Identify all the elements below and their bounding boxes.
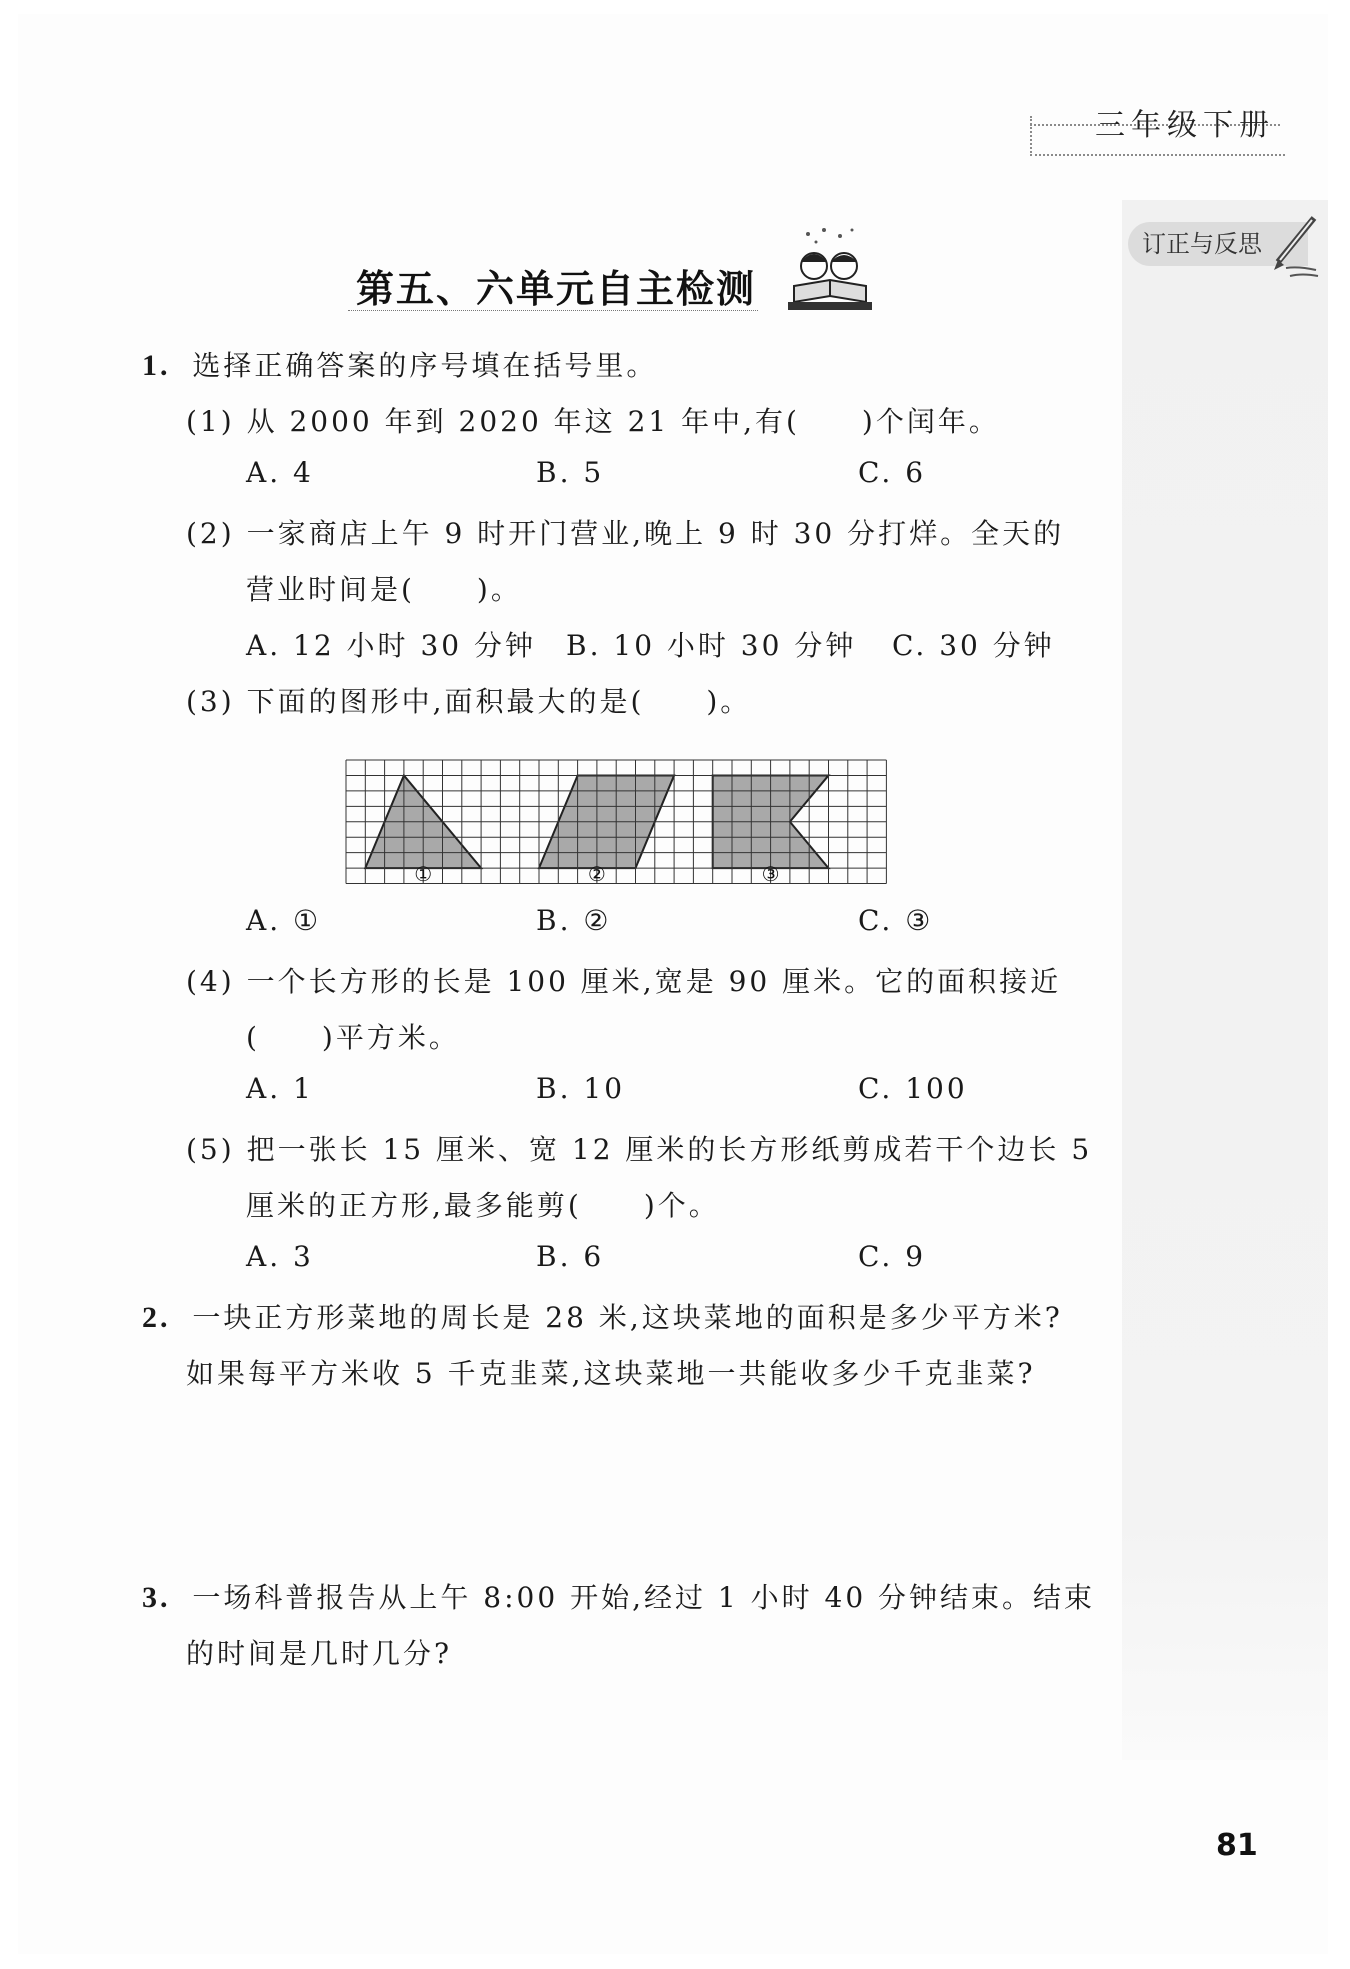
option-a: A. 4 <box>246 456 314 489</box>
option-a: A. 3 <box>246 1240 314 1273</box>
question-2 <box>142 1296 1063 1336</box>
subquestion-3: (3) 下面的图形中,面积最大的是( )。 <box>186 685 752 718</box>
title-underline <box>348 310 758 311</box>
subquestion-4-line1: (4) 一个长方形的长是 100 厘米,宽是 90 厘米。它的面积接近 <box>186 965 1062 998</box>
subquestion-1: (1) 从 2000 年到 2020 年这 21 年中,有( )个闰年。 <box>186 405 1000 438</box>
option-b: B. 10 <box>536 1072 626 1105</box>
subquestion-2-line2: 营业时间是( )。 <box>246 573 522 606</box>
option-c: C. 6 <box>858 456 927 489</box>
option-b: B. ② <box>536 904 612 937</box>
option-b: B. 6 <box>536 1240 605 1273</box>
option-c: C. ③ <box>858 904 934 937</box>
question-3 <box>142 1576 1095 1616</box>
option-c: C. 30 分钟 <box>892 629 1055 662</box>
grid-svg <box>342 754 890 890</box>
question-1 <box>142 344 657 384</box>
shape-3-label: ③ <box>761 862 780 887</box>
option-c: C. 100 <box>858 1072 968 1105</box>
option-b: B. 10 小时 30 分钟 <box>566 629 857 662</box>
page-number: 81 <box>1216 1828 1258 1863</box>
subquestion-5-line1: (5) 把一张长 15 厘米、宽 12 厘米的长方形纸剪成若干个边长 5 <box>186 1133 1093 1166</box>
page-title: 第五、六单元自主检测 <box>356 267 757 311</box>
option-a: A. 1 <box>246 1072 314 1105</box>
pencil-icon <box>1268 210 1324 280</box>
shape-2-label: ② <box>587 862 606 887</box>
option-a: A. 12 小时 30 分钟 <box>246 629 536 662</box>
option-a: A. ① <box>246 904 322 937</box>
question-3-line2: 的时间是几时几分? <box>186 1637 453 1670</box>
question-number: 3. <box>142 1581 171 1614</box>
option-b: B. 5 <box>536 456 605 489</box>
grade-label: 三年级下册 <box>1030 116 1285 156</box>
question-2-line1: 一块正方形菜地的周长是 28 米,这块菜地的面积是多少平方米? <box>192 1301 1063 1334</box>
question-number: 2. <box>142 1301 171 1334</box>
question-3-line1: 一场科普报告从上午 8:00 开始,经过 1 小时 40 分钟结束。结束 <box>192 1581 1096 1614</box>
correction-reflection-tab: 订正与反思 <box>1128 222 1308 266</box>
option-c: C. 9 <box>858 1240 927 1273</box>
subquestion-2-line1: (2) 一家商店上午 9 时开门营业,晚上 9 时 30 分打烊。全天的 <box>186 517 1065 550</box>
subquestion-5-line2: 厘米的正方形,最多能剪( )个。 <box>246 1189 720 1222</box>
shape-1-label: ① <box>414 862 433 887</box>
question-2-line2: 如果每平方米收 5 千克韭菜,这块菜地一共能收多少千克韭菜? <box>186 1357 1036 1390</box>
correction-margin-column <box>1122 200 1328 1760</box>
question-number: 1. <box>142 349 171 382</box>
shape-grid-figure <box>342 754 890 894</box>
question-stem: 选择正确答案的序号填在括号里。 <box>192 349 658 382</box>
subquestion-4-line2: ( )平方米。 <box>246 1021 460 1054</box>
reading-children-icon <box>780 226 880 312</box>
